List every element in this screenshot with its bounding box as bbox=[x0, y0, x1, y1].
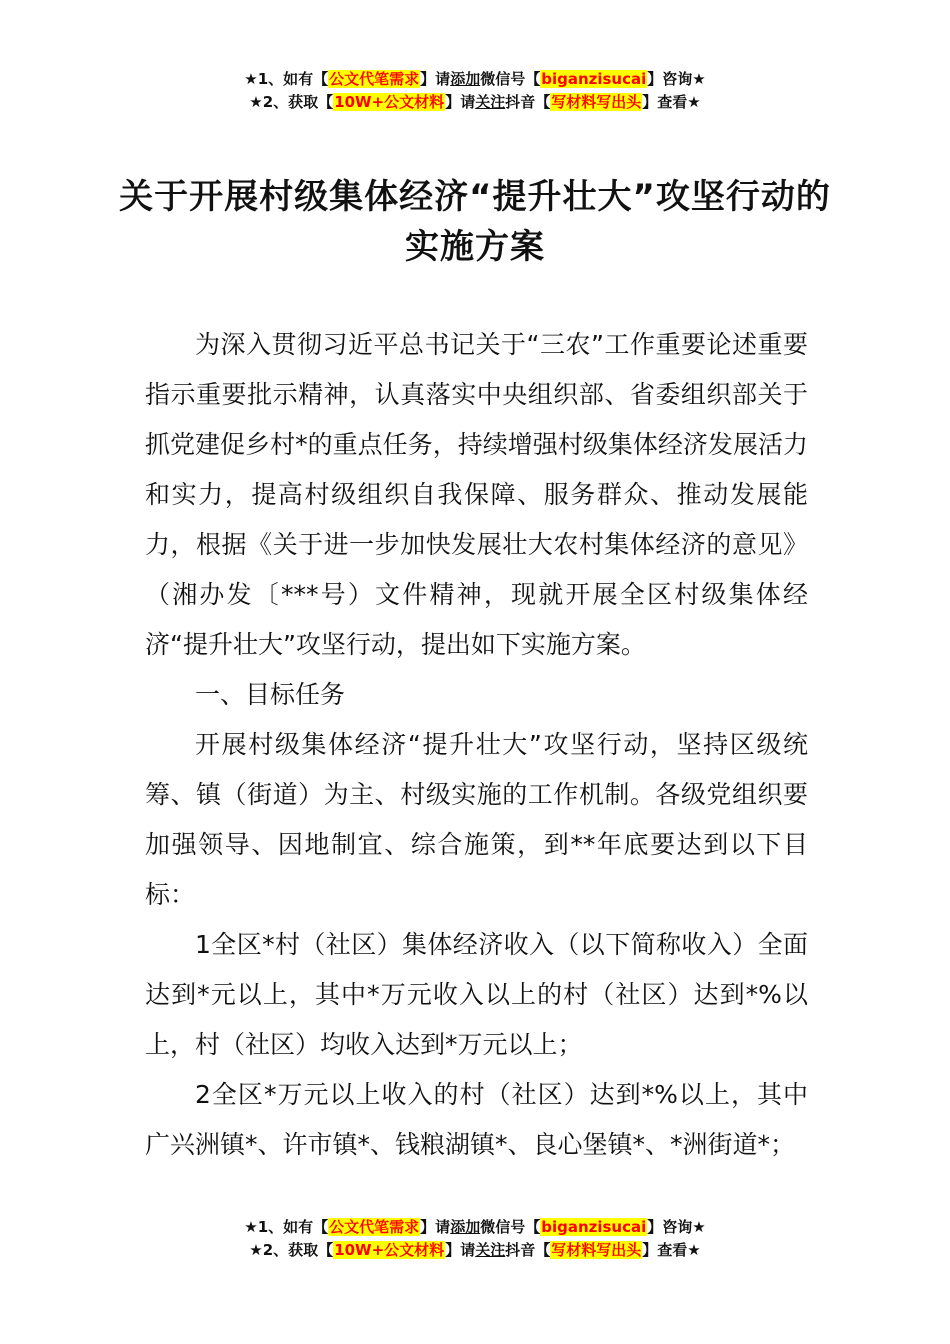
highlight-service: 公文代笔需求 bbox=[329, 70, 420, 88]
paragraph-item-1: 1全区*村（社区）集体经济收入（以下简称收入）全面达到*元以上，其中*万元收入以上的村（社区）达到*%以上，村（社区）均收入达到*万元以上； bbox=[145, 930, 808, 1059]
section-heading-goals: 一、目标任务 bbox=[195, 680, 346, 709]
paragraph-intro: 为深入贯彻习近平总书记关于“三农”工作重要论述重要指示重要批示精神，认真落实中央组织部、省委组织部关于抓党建促乡村*的重点任务，持续增强村级集体经济发展活力和实力，提高村级组织自我保障、服务群众、推动发展能力，根据《关于进一步加快发展壮大农村集体经济的意见》（湘办发〔***号）文件精神，现就开展全区村级集体经济“提升壮大”攻坚行动，提出如下实施方案。 bbox=[145, 330, 808, 659]
highlight-douyin: 写材料写出头 bbox=[551, 93, 642, 111]
highlight-wechat-id: biganzisucai bbox=[541, 70, 647, 88]
promo-line-2: ★2、获取【10W+公文材料】请关注抖音【写材料写出头】查看★ bbox=[249, 1241, 701, 1259]
highlight-materials: 10W+公文材料 bbox=[334, 93, 445, 111]
promo-line-1: ★1、如有【公文代笔需求】请添加微信号【biganzisucai】咨询★ bbox=[244, 1218, 706, 1236]
highlight-service: 公文代笔需求 bbox=[329, 1218, 420, 1236]
highlight-douyin: 写材料写出头 bbox=[551, 1241, 642, 1259]
paragraph-goals: 开展村级集体经济“提升壮大”攻坚行动，坚持区级统筹、镇（街道）为主、村级实施的工作机制。各级党组织要加强领导、因地制宜、综合施策，到**年底要达到以下目标： bbox=[145, 730, 808, 909]
document-body bbox=[145, 320, 808, 1170]
promo-line-1: ★1、如有【公文代笔需求】请添加微信号【biganzisucai】咨询★ bbox=[244, 70, 706, 88]
highlight-materials: 10W+公文材料 bbox=[334, 1241, 445, 1259]
paragraph-item-2: 2全区*万元以上收入的村（社区）达到*%以上，其中广兴洲镇*、许市镇*、钱粮湖镇*、良心堡镇*、*洲街道*； bbox=[145, 1080, 808, 1159]
footer-promo-banner bbox=[0, 1216, 950, 1262]
document-title: 关于开展村级集体经济“提升壮大”攻坚行动的实施方案 bbox=[119, 177, 831, 267]
promo-line-2: ★2、获取【10W+公文材料】请关注抖音【写材料写出头】查看★ bbox=[249, 93, 701, 111]
highlight-wechat-id: biganzisucai bbox=[541, 1218, 647, 1236]
header-promo-banner bbox=[0, 68, 950, 114]
